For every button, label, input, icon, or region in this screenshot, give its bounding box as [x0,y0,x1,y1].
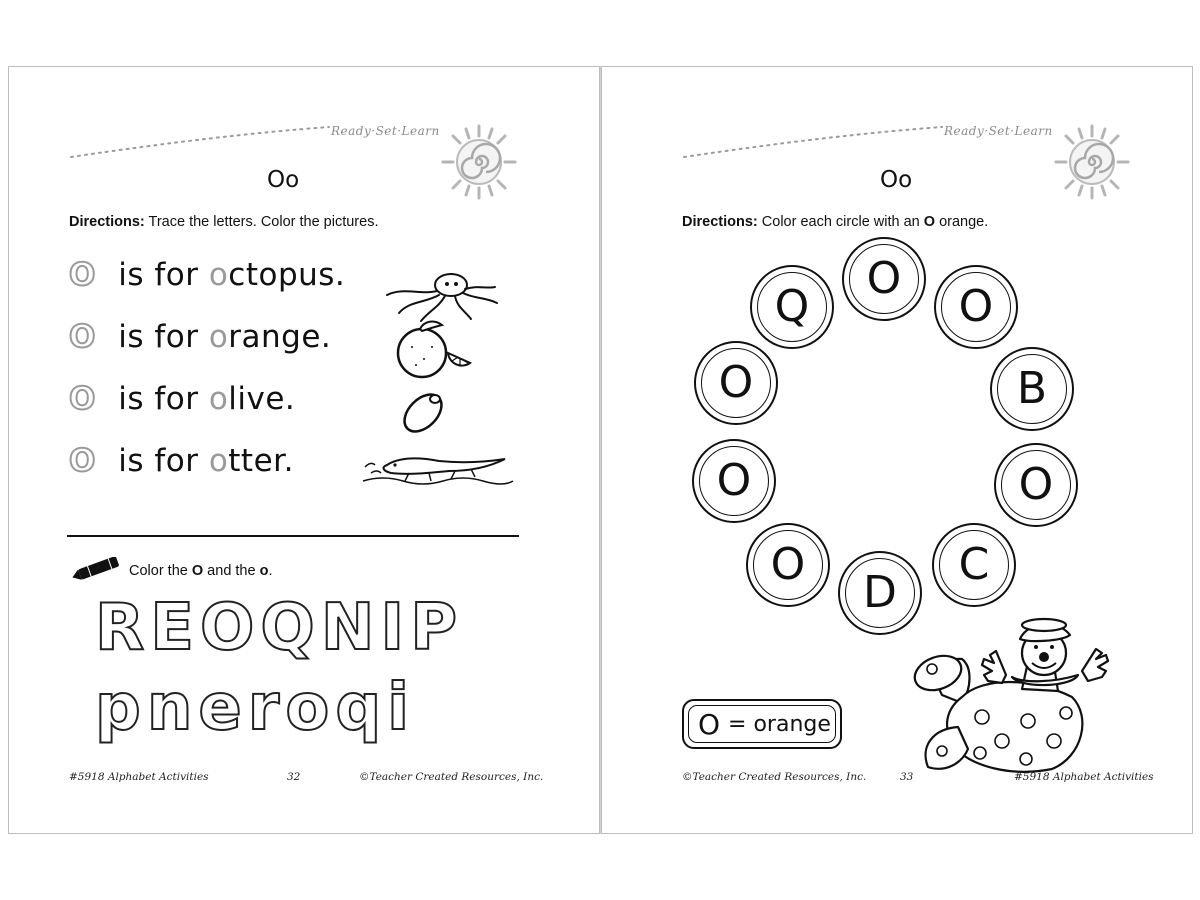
trace-phrase: is for [107,443,209,479]
trace-line-olive [69,381,295,417]
trace-line-otter [69,443,294,479]
lowercase-letter-row: pneroqi [95,671,416,745]
letter-circle[interactable]: Q [750,265,834,349]
sun-icon [439,122,519,202]
trace-word: range. [228,319,332,355]
uppercase-letter-row: REOQNIP [95,591,464,665]
trace-phrase: is for [107,381,209,417]
trace-uppercase-letter: O [69,257,96,293]
clown-icon [902,617,1142,777]
trace-word: live. [228,381,296,417]
color-note-text: and the [203,563,260,579]
directions-text: orange. [935,214,989,230]
letter-circle[interactable]: O [934,265,1018,349]
footer-series: #5918 Alphabet Activities [1014,771,1154,783]
footer-series: #5918 Alphabet Activities [69,771,209,783]
directions [682,214,988,230]
trace-line-octopus [69,257,345,293]
sun-icon [1052,122,1132,202]
directions [69,214,378,230]
trace-phrase: is for [107,257,209,293]
crayon-icon [69,557,125,581]
directions-label: Directions: [682,214,758,230]
letter-circle[interactable]: O [994,443,1078,527]
letter-circle[interactable]: B [990,347,1074,431]
footer-copyright: ©Teacher Created Resources, Inc. [359,771,544,783]
trace-word: tter. [228,443,294,479]
key-text: = orange [728,711,831,737]
brand-logo-text: Ready·Set·Learn [944,124,1053,138]
footer-page-number: 33 [900,771,914,783]
page-heading: Oo [267,167,300,193]
trace-word: ctopus. [228,257,346,293]
left-page [8,66,600,834]
letter-circle[interactable]: D [838,551,922,635]
page-heading: Oo [880,167,913,193]
color-key-box [682,699,842,749]
brand-logo-text: Ready·Set·Learn [331,124,440,138]
color-note-text: . [268,563,273,579]
orange-icon [394,319,474,381]
trace-line-orange [69,319,331,355]
letter-circle[interactable]: O [746,523,830,607]
directions-text: Trace the letters. Color the pictures. [148,214,379,230]
trace-uppercase-letter: O [69,443,96,479]
footer-copyright: ©Teacher Created Resources, Inc. [682,771,867,783]
trace-uppercase-letter: O [69,381,96,417]
color-instruction [129,563,272,579]
letter-circle[interactable]: O [692,439,776,523]
key-letter: O [698,707,721,741]
letter-circle[interactable]: O [694,341,778,425]
olive-icon [397,385,451,439]
right-page [601,66,1193,834]
trace-lowercase-letter: o [208,257,229,293]
trace-lowercase-letter: o [208,443,229,479]
letter-circle[interactable]: O [842,237,926,321]
letter-circle[interactable]: C [932,523,1016,607]
color-note-uppercase: O [191,563,204,579]
section-divider [67,535,519,537]
trace-uppercase-letter: O [69,319,96,355]
directions-label: Directions: [69,214,145,230]
trace-phrase: is for [107,319,209,355]
trace-lowercase-letter: o [208,381,229,417]
trace-lowercase-letter: o [208,319,229,355]
footer-page-number: 32 [287,771,301,783]
color-note-text: Color the [129,563,192,579]
directions-letter: O [923,214,936,230]
octopus-icon [381,267,501,323]
directions-text: Color each circle with an [761,214,924,230]
otter-icon [359,447,519,487]
color-note-lowercase: o [259,563,269,579]
